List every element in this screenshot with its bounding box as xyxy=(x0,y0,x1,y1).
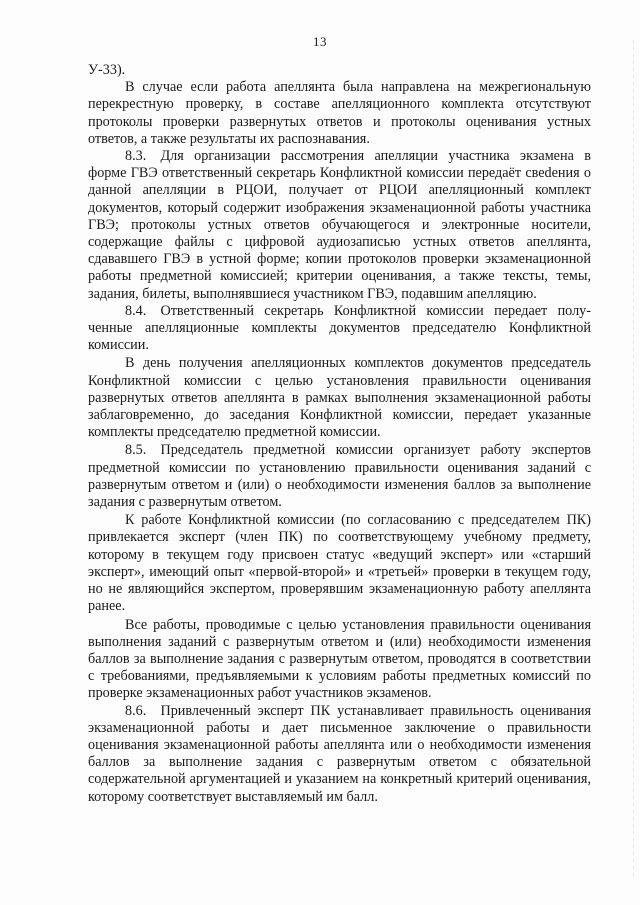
paragraph-cross-check-note: В случае если работа апеллянта была направлена на межрегиональную перекрестную проверку, в составе апелляционного комплекта отсутствуют протоколы проверки развернутых ответов и протоколы оценивания устных ответов, а также результаты их распознавания. xyxy=(88,79,591,147)
document-body xyxy=(88,62,591,806)
paragraph-8-5: 8.5. Председатель предметной комиссии организует работу экспертов предметной комиссии по установлению правильности оценивания заданий с развернутым ответом и (или) о необходимости изменения баллов за выполнение задания с развернутым ответом. xyxy=(88,442,591,511)
page-number: 13 xyxy=(313,34,327,49)
scan-edge-artifact xyxy=(633,40,634,880)
paragraph-8-4: 8.4. Ответственный секретарь Конфликтной комиссии передает полученные апелляционные комплекты документов председателю Конфликтной комиссии. xyxy=(88,302,591,354)
paragraph-expert-involvement: К работе Конфликтной комиссии (по согласованию с председателем ПК) привлекается эксперт (член ПК) по соответствующему учебному предмету, которому в текущем году присвоен статус «ведущий эксперт» или «старший эксперт», имеющий опыт «первой-второй» и «третьей» проверки в текущем году, но не являющийся экспертом, проверявшим экзаменационную работу апеллянта ранее. xyxy=(88,512,591,615)
paragraph-8-3: 8.3. Для организации рассмотрения апелляции участника экзамена в форме ГВЭ ответственный секретарь Конфликтной комиссии передаёт свеdения о данной апелляции в РЦОИ, получает от РЦОИ апелляционный комплект документов, который содержит изображения экзаменационной работы участника ГВЭ; протоколы устных ответов обучающегося и электронные носители, содержащие файлы с цифровой аудиозаписью устных ответов апеллянта, сдававшего ГВЭ в устной форме; копии протоколов проверки экзаменационной работы предметной комиссией; критерии оценивания, а также тексты, темы, задания, билеты, выполнявшиеся участником ГВЭ, подавшим апелляцию. xyxy=(88,148,591,302)
paragraph-work-requirements: Все работы, проводимые с целью установления правильности оценивания выполнения заданий с развернутым ответом и (или) необходимости изменения баллов за выполнение задания с развернутым ответом, проводятся в соответствии с требованиями, предъявляемыми к условиям работы предметных комиссий по проверке экзаменационных работ участников экзаменов. xyxy=(88,616,591,702)
paragraph-8-6: 8.6. Привлеченный эксперт ПК устанавливает правильность оценивания экзаменационной работы и дает письменное заключение о правильности оценивания экзаменационной работы апеллянта или о необходимости изменения баллов за выполнение задания с развернутым ответом с обязательной содержательной аргументацией и указанием на конкретный критерий оценивания, которому соответствует выставляемый им балл. xyxy=(88,702,591,805)
paragraph-chairman-transfer: В день получения апелляционных комплектов документов председатель Конфликтной комиссии с целью установления правильности оценивания развернутых ответов апеллянта в рамках выполнения экзаменационной работы заблаговременно, до заседания Конфликтной комиссии, передает указанные комплекты председателю предметной комиссии. xyxy=(88,355,591,441)
paragraph-continuation: У-33). xyxy=(88,62,126,78)
